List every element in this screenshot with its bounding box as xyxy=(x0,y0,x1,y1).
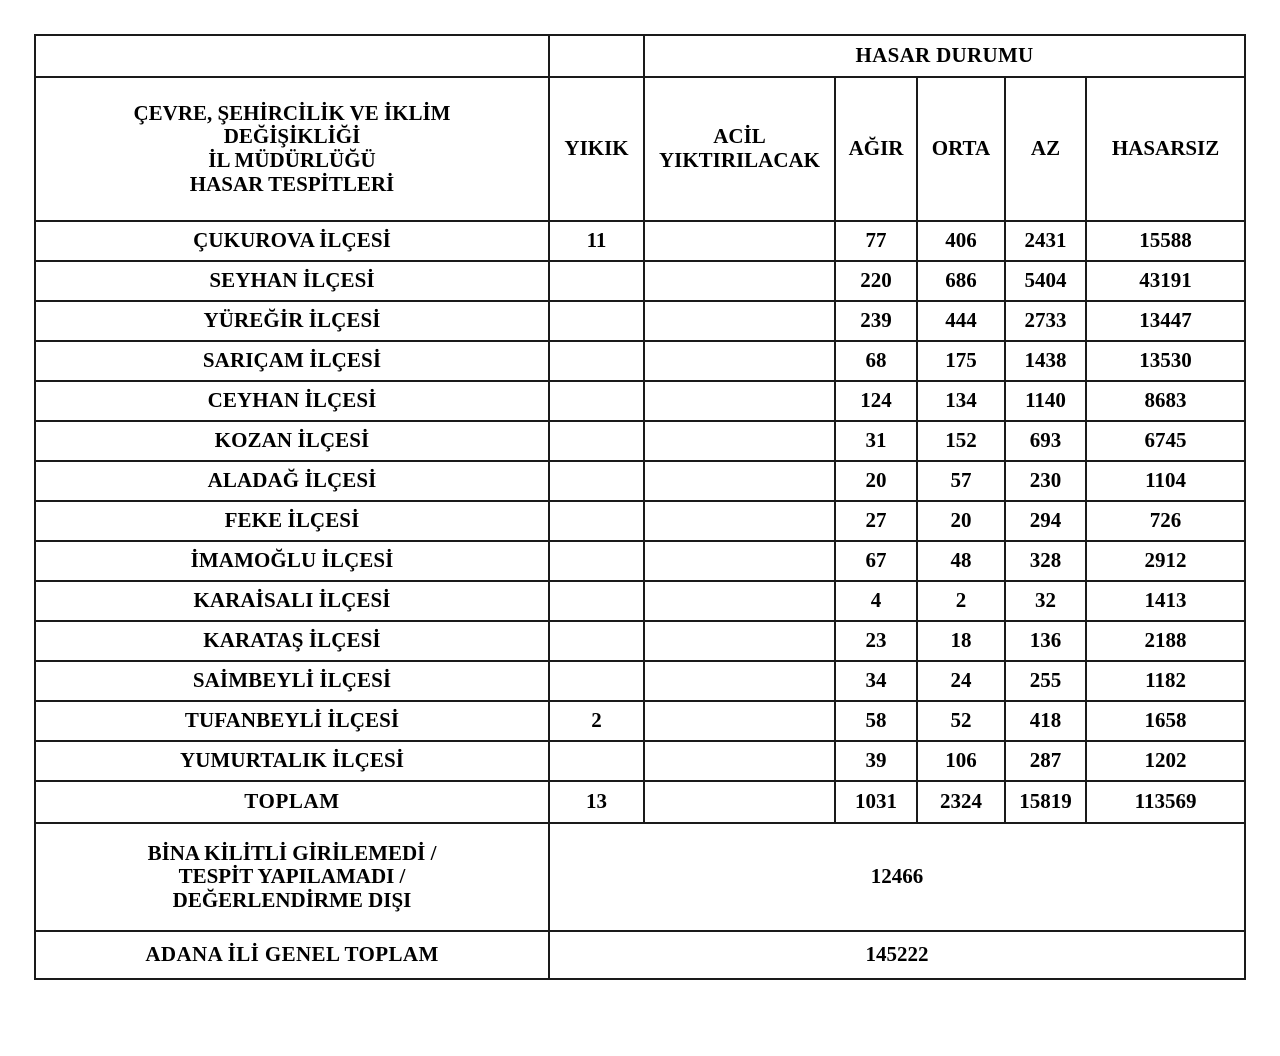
cell-yikik xyxy=(549,621,644,661)
cell-yikik xyxy=(549,581,644,621)
header-spacer-yikik xyxy=(549,35,644,77)
cell-agir: 124 xyxy=(835,381,917,421)
cell-agir: 58 xyxy=(835,701,917,741)
table-locked-building-row xyxy=(35,823,1245,931)
cell-orta: 18 xyxy=(917,621,1005,661)
locked-label-line-2: TESPİT YAPILAMADI / xyxy=(178,864,406,889)
cell-orta: 52 xyxy=(917,701,1005,741)
cell-hasarsiz: 1658 xyxy=(1086,701,1245,741)
header-col-az: AZ xyxy=(1005,77,1086,221)
cell-yikik: 2 xyxy=(549,701,644,741)
cell-agir: 20 xyxy=(835,461,917,501)
cell-total-agir: 1031 xyxy=(835,781,917,823)
table-row xyxy=(35,421,1245,461)
cell-agir: 23 xyxy=(835,621,917,661)
cell-hasarsiz: 6745 xyxy=(1086,421,1245,461)
cell-hasarsiz: 1202 xyxy=(1086,741,1245,781)
cell-acil xyxy=(644,741,835,781)
cell-acil xyxy=(644,501,835,541)
cell-acil xyxy=(644,661,835,701)
table-row xyxy=(35,621,1245,661)
cell-yikik xyxy=(549,421,644,461)
table-row xyxy=(35,461,1245,501)
cell-orta: 20 xyxy=(917,501,1005,541)
cell-orta: 152 xyxy=(917,421,1005,461)
cell-total-yikik: 13 xyxy=(549,781,644,823)
header-title-line-3: İL MÜDÜRLÜĞÜ xyxy=(208,148,376,172)
cell-district-name: YUMURTALIK İLÇESİ xyxy=(35,741,549,781)
cell-acil xyxy=(644,421,835,461)
table-grand-total-row xyxy=(35,931,1245,979)
cell-orta: 175 xyxy=(917,341,1005,381)
cell-agir: 68 xyxy=(835,341,917,381)
table-total-row xyxy=(35,781,1245,823)
cell-az: 693 xyxy=(1005,421,1086,461)
cell-district-name: İMAMOĞLU İLÇESİ xyxy=(35,541,549,581)
cell-yikik: 11 xyxy=(549,221,644,261)
cell-orta: 2 xyxy=(917,581,1005,621)
cell-agir: 239 xyxy=(835,301,917,341)
cell-yikik xyxy=(549,261,644,301)
cell-total-acil xyxy=(644,781,835,823)
header-col-hasarsiz: HASARSIZ xyxy=(1086,77,1245,221)
cell-yikik xyxy=(549,461,644,501)
cell-total-label: TOPLAM xyxy=(35,781,549,823)
cell-acil xyxy=(644,541,835,581)
cell-agir: 4 xyxy=(835,581,917,621)
cell-locked-label xyxy=(35,823,549,931)
cell-district-name: CEYHAN İLÇESİ xyxy=(35,381,549,421)
header-col-acil-yiktirilacak: ACİL YIKTIRILACAK xyxy=(644,77,835,221)
table-row xyxy=(35,541,1245,581)
cell-az: 1140 xyxy=(1005,381,1086,421)
cell-hasarsiz: 1182 xyxy=(1086,661,1245,701)
table-row xyxy=(35,741,1245,781)
cell-az: 32 xyxy=(1005,581,1086,621)
locked-label-line-3: DEĞERLENDİRME DIŞI xyxy=(172,887,412,912)
cell-az: 287 xyxy=(1005,741,1086,781)
table-row xyxy=(35,501,1245,541)
cell-hasarsiz: 13530 xyxy=(1086,341,1245,381)
table-row xyxy=(35,581,1245,621)
cell-orta: 57 xyxy=(917,461,1005,501)
cell-orta: 686 xyxy=(917,261,1005,301)
cell-total-hasarsiz: 113569 xyxy=(1086,781,1245,823)
cell-orta: 106 xyxy=(917,741,1005,781)
cell-total-az: 15819 xyxy=(1005,781,1086,823)
cell-yikik xyxy=(549,341,644,381)
header-title-line-2: DEĞİŞİKLİĞİ xyxy=(223,124,361,149)
cell-agir: 77 xyxy=(835,221,917,261)
cell-district-name: YÜREĞİR İLÇESİ xyxy=(35,301,549,341)
cell-district-name: KOZAN İLÇESİ xyxy=(35,421,549,461)
cell-agir: 27 xyxy=(835,501,917,541)
cell-az: 418 xyxy=(1005,701,1086,741)
header-institution-title xyxy=(35,77,549,221)
header-col-agir: AĞIR xyxy=(835,77,917,221)
cell-hasarsiz: 2188 xyxy=(1086,621,1245,661)
cell-hasarsiz: 1413 xyxy=(1086,581,1245,621)
table-row xyxy=(35,221,1245,261)
cell-acil xyxy=(644,261,835,301)
cell-yikik xyxy=(549,301,644,341)
header-title-line-1: ÇEVRE, ŞEHİRCİLİK VE İKLİM xyxy=(133,100,451,125)
damage-assessment-table xyxy=(34,34,1246,980)
table-row xyxy=(35,261,1245,301)
cell-hasarsiz: 15588 xyxy=(1086,221,1245,261)
table-row xyxy=(35,661,1245,701)
header-col-yikik: YIKIK xyxy=(549,77,644,221)
cell-district-name: SAİMBEYLİ İLÇESİ xyxy=(35,661,549,701)
cell-agir: 220 xyxy=(835,261,917,301)
cell-grand-total-value: 145222 xyxy=(549,931,1245,979)
cell-locked-value: 12466 xyxy=(549,823,1245,931)
cell-orta: 444 xyxy=(917,301,1005,341)
cell-district-name: ÇUKUROVA İLÇESİ xyxy=(35,221,549,261)
cell-hasarsiz: 2912 xyxy=(1086,541,1245,581)
cell-acil xyxy=(644,461,835,501)
locked-label-line-1: BİNA KİLİTLİ GİRİLEMEDİ / xyxy=(147,840,437,865)
cell-az: 5404 xyxy=(1005,261,1086,301)
cell-agir: 39 xyxy=(835,741,917,781)
cell-az: 2431 xyxy=(1005,221,1086,261)
table-row xyxy=(35,341,1245,381)
table-row xyxy=(35,301,1245,341)
cell-grand-total-label: ADANA İLİ GENEL TOPLAM xyxy=(35,931,549,979)
cell-az: 255 xyxy=(1005,661,1086,701)
cell-orta: 406 xyxy=(917,221,1005,261)
cell-district-name: ALADAĞ İLÇESİ xyxy=(35,461,549,501)
table-row xyxy=(35,701,1245,741)
cell-yikik xyxy=(549,541,644,581)
cell-district-name: KARATAŞ İLÇESİ xyxy=(35,621,549,661)
cell-acil xyxy=(644,621,835,661)
cell-district-name: KARAİSALI İLÇESİ xyxy=(35,581,549,621)
cell-hasarsiz: 1104 xyxy=(1086,461,1245,501)
cell-acil xyxy=(644,301,835,341)
cell-az: 328 xyxy=(1005,541,1086,581)
table-row xyxy=(35,381,1245,421)
cell-orta: 134 xyxy=(917,381,1005,421)
cell-hasarsiz: 43191 xyxy=(1086,261,1245,301)
cell-acil xyxy=(644,221,835,261)
cell-az: 1438 xyxy=(1005,341,1086,381)
cell-az: 136 xyxy=(1005,621,1086,661)
cell-acil xyxy=(644,701,835,741)
cell-hasarsiz: 13447 xyxy=(1086,301,1245,341)
cell-acil xyxy=(644,341,835,381)
table-group-header-row xyxy=(35,35,1245,77)
header-col-orta: ORTA xyxy=(917,77,1005,221)
cell-hasarsiz: 726 xyxy=(1086,501,1245,541)
cell-agir: 31 xyxy=(835,421,917,461)
cell-district-name: SEYHAN İLÇESİ xyxy=(35,261,549,301)
table-column-header-row xyxy=(35,77,1245,221)
cell-acil xyxy=(644,581,835,621)
header-group-damage-status: HASAR DURUMU xyxy=(644,35,1245,77)
cell-orta: 48 xyxy=(917,541,1005,581)
cell-az: 294 xyxy=(1005,501,1086,541)
cell-district-name: FEKE İLÇESİ xyxy=(35,501,549,541)
cell-yikik xyxy=(549,381,644,421)
cell-district-name: SARIÇAM İLÇESİ xyxy=(35,341,549,381)
cell-yikik xyxy=(549,741,644,781)
cell-az: 230 xyxy=(1005,461,1086,501)
cell-agir: 34 xyxy=(835,661,917,701)
cell-acil xyxy=(644,381,835,421)
cell-district-name: TUFANBEYLİ İLÇESİ xyxy=(35,701,549,741)
cell-total-orta: 2324 xyxy=(917,781,1005,823)
cell-yikik xyxy=(549,501,644,541)
cell-hasarsiz: 8683 xyxy=(1086,381,1245,421)
header-spacer-name xyxy=(35,35,549,77)
cell-yikik xyxy=(549,661,644,701)
cell-az: 2733 xyxy=(1005,301,1086,341)
cell-agir: 67 xyxy=(835,541,917,581)
cell-orta: 24 xyxy=(917,661,1005,701)
header-title-line-4: HASAR TESPİTLERİ xyxy=(189,171,395,196)
